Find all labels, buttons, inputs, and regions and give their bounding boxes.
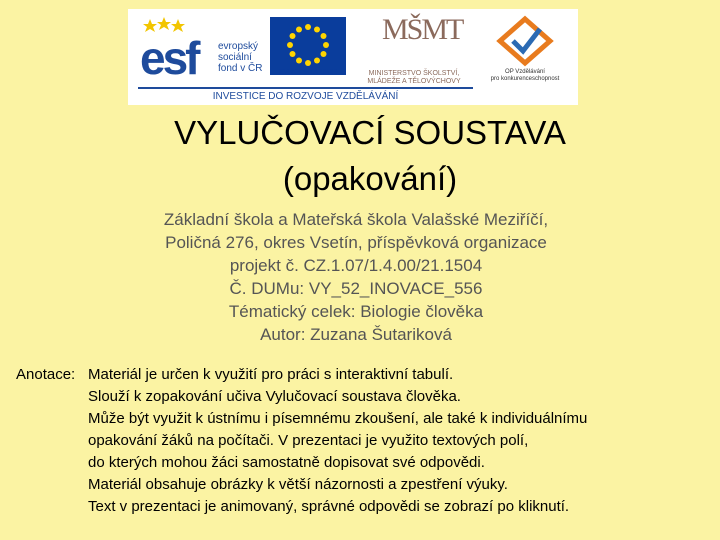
annotation-line: do kterých mohou žáci samostatně dopisovat své odpovědi. — [88, 454, 485, 471]
annotation-line: Materiál obsahuje obrázky k větší názornosti a zpestření výuky. — [88, 476, 508, 493]
eu-flag — [270, 17, 346, 75]
info-line: Autor: Zuzana Šutariková — [260, 325, 452, 344]
msmt-logo — [358, 13, 470, 85]
info-line: projekt č. CZ.1.07/1.4.00/21.1504 — [229, 256, 483, 275]
op-line: pro konkurenceschopnost — [490, 76, 560, 82]
msmt-mark: MŠMT — [382, 13, 463, 46]
eu-label: EVROPSKÁ UNIE — [279, 69, 337, 76]
msmt-line: MINISTERSTVO ŠKOLSTVÍ, — [368, 70, 460, 77]
logo-banner — [128, 9, 578, 105]
title-line: VYLUČOVACÍ SOUSTAVA — [174, 114, 566, 151]
annotation-line: Může být využit k ústnímu i písemnému zkoušení, ale také k individuálnímu — [88, 410, 588, 427]
school-info — [0, 208, 712, 346]
annotation-text — [88, 364, 720, 518]
esf-logo — [138, 15, 263, 85]
eu-stars-icon — [270, 17, 346, 69]
annotation-line: opakování žáků na počítači. V prezentaci je využito textových polí, — [88, 432, 529, 449]
op-emblem-icon — [480, 15, 570, 67]
esf-line: sociální — [218, 52, 252, 63]
annotation-line: Materiál je určen k využití pro práci s interaktivní tabulí. — [88, 366, 454, 383]
info-line: Základní škola a Mateřská škola Valašské Meziříčí, — [163, 210, 549, 229]
page-title — [0, 110, 720, 202]
investice-tagline: INVESTICE DO ROZVOJE VZDĚLÁVÁNÍ — [138, 87, 473, 105]
info-line: Poličná 276, okres Vsetín, příspěvková organizace — [165, 233, 547, 252]
annotation-line: Slouží k zopakování učiva Vylučovací soustava člověka. — [88, 388, 461, 405]
msmt-text — [358, 70, 470, 86]
esf-letters: esf — [140, 32, 198, 84]
esf-line: fond v ČR — [218, 63, 263, 74]
op-text — [480, 69, 570, 83]
op-line: OP Vzdělávání — [505, 69, 545, 75]
op-logo — [480, 15, 570, 85]
esf-text — [218, 41, 262, 74]
info-line: Tématický celek: Biologie člověka — [228, 302, 484, 321]
info-line: Č. DUMu: VY_52_INOVACE_556 — [229, 279, 483, 298]
annotation-label: Anotace: — [16, 366, 76, 383]
title-line: (opakování) — [282, 160, 458, 197]
annotation-line: Text v prezentaci je animovaný, správné odpovědi se zobrazí po kliknutí. — [88, 498, 570, 515]
msmt-line: MLÁDEŽE A TĚLOVÝCHOVY — [367, 78, 461, 85]
esf-line: evropský — [218, 41, 259, 52]
